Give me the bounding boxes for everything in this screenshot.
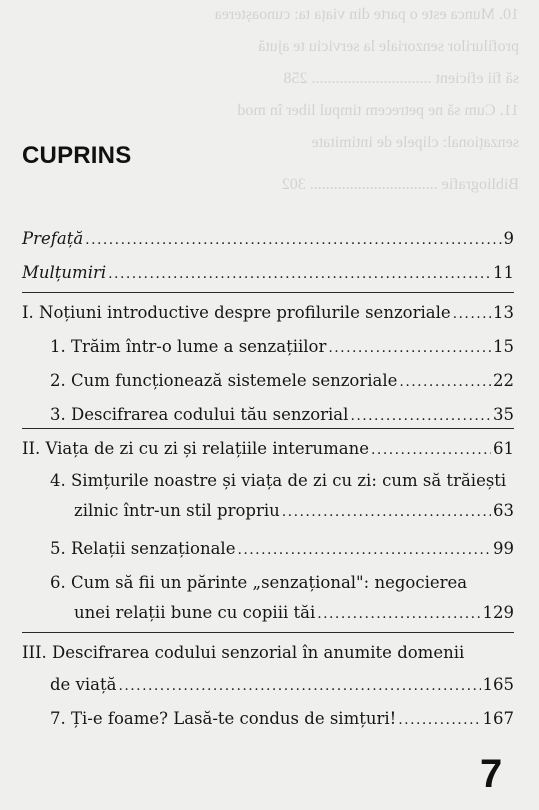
toc-entry-title: unei relații bune cu copiii tăi	[74, 603, 316, 622]
toc-entry-title: I. Noțiuni introductive despre profilurile senzoriale	[22, 303, 451, 322]
dot-leader	[350, 405, 491, 427]
toc-entry-title: 5. Relații senzaționale	[50, 539, 236, 558]
toc-heading: CUPRINS	[22, 142, 132, 169]
toc-entry-chapter-1[interactable]	[50, 336, 514, 359]
dot-leader	[282, 501, 491, 523]
toc-entry-title: 2. Cum funcționează sistemele senzoriale	[50, 371, 398, 390]
toc-entry-chapter-7[interactable]	[50, 708, 514, 731]
toc-entry-chapter-5[interactable]	[50, 538, 514, 561]
toc-entry-title: de viață	[50, 675, 117, 694]
toc-entry-title: II. Viața de zi cu zi și relațiile interumane	[22, 439, 370, 458]
section-divider	[22, 632, 514, 633]
toc-entry-title: Mulțumiri	[22, 263, 107, 282]
dot-leader	[108, 263, 491, 285]
toc-entry-prefata[interactable]	[22, 228, 514, 251]
toc-entry-part-3[interactable]	[50, 674, 514, 697]
toc-entry-chapter-6[interactable]	[74, 602, 514, 625]
toc-entry-part-1[interactable]	[22, 302, 514, 325]
toc-entry-page: 63	[493, 501, 514, 520]
toc-entry-page: 15	[493, 337, 514, 356]
dot-leader	[118, 675, 480, 697]
toc-entry-page: 167	[482, 709, 514, 728]
toc-entry-chapter-3[interactable]	[50, 404, 514, 427]
toc-entry-part-2[interactable]	[22, 438, 514, 461]
toc-entry-page: 129	[482, 603, 514, 622]
toc-entry-page: 61	[493, 439, 514, 458]
toc-entry-page: 9	[503, 229, 514, 248]
toc-entry-page: 165	[482, 675, 514, 694]
page-number: 7	[480, 752, 503, 796]
section-divider	[22, 292, 514, 293]
dot-leader	[398, 709, 480, 731]
toc-entry-title: 1. Trăim într-o lume a senzațiilor	[50, 337, 327, 356]
toc-entry-page: 35	[493, 405, 514, 424]
dot-leader	[317, 603, 480, 625]
toc-entry-page: 22	[493, 371, 514, 390]
dot-leader	[453, 303, 491, 325]
toc-entry-title: zilnic într-un stil propriu	[74, 501, 280, 520]
toc-entry-title: 7. Ți-e foame? Lasă-te condus de simțuri!	[50, 709, 397, 728]
toc-entry-multumiri[interactable]	[22, 262, 514, 285]
toc-entry-part-3-line1[interactable]: III. Descifrarea codului senzorial în anumite domenii	[22, 643, 465, 662]
dot-leader	[237, 539, 491, 561]
dot-leader	[399, 371, 491, 393]
dot-leader	[328, 337, 491, 359]
section-divider	[22, 428, 514, 429]
bleed-through-text: 10. Munca este o parte din viața ta: cunoașterea profilurilor senzoriale la serviciu te ajută să fii eficient .............................. 258 11. Cum să ne petrecem timpul liber în mod senzațional: clipele de intimitate Bibliografie ................................ 302	[214, 6, 519, 193]
toc-entry-chapter-6-line1[interactable]: 6. Cum să fii un părinte „senzațional": negocierea	[50, 573, 468, 592]
toc-entry-title: 3. Descifrarea codului tău senzorial	[50, 405, 349, 424]
toc-entry-chapter-2[interactable]	[50, 370, 514, 393]
toc-entry-page: 11	[493, 263, 514, 282]
toc-entry-page: 13	[493, 303, 514, 322]
toc-entry-chapter-4[interactable]	[74, 500, 514, 523]
dot-leader	[85, 229, 501, 251]
dot-leader	[371, 439, 491, 461]
toc-entry-page: 99	[493, 539, 514, 558]
toc-entry-title: Prefață	[22, 229, 84, 248]
toc-entry-chapter-4-line1[interactable]: 4. Simțurile noastre și viața de zi cu zi: cum să trăiești	[50, 471, 507, 490]
